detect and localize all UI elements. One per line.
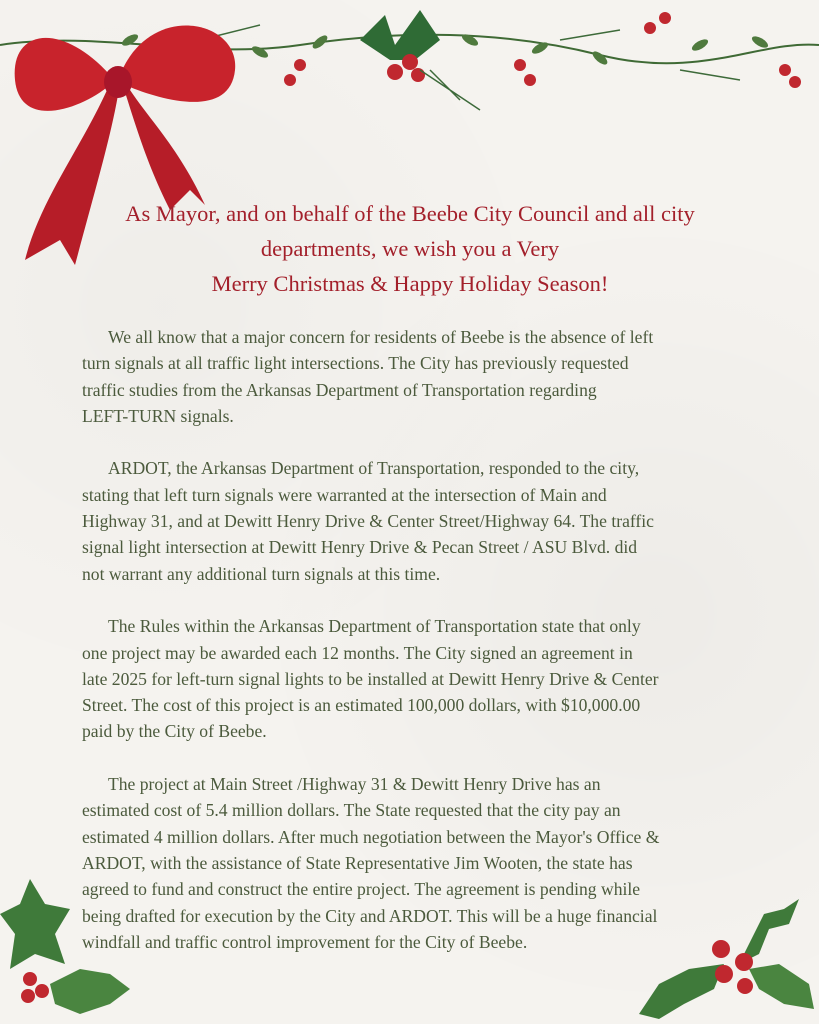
text-line: Highway 31, and at Dewitt Henry Drive & Center Street/Highway 64. The traffic [82, 511, 654, 532]
text-line: The Rules within the Arkansas Department of Transportation state that only [108, 616, 641, 637]
paragraph-ardot-rules [82, 613, 752, 744]
text-line: turn signals at all traffic light intersections. The City has previously requested [82, 353, 629, 374]
text-line: ARDOT, the Arkansas Department of Transportation, responded to the city, [108, 458, 640, 479]
heading-line: departments, we wish you a Very [260, 236, 560, 261]
heading-line: Merry Christmas & Happy Holiday Season! [211, 271, 609, 296]
text-line: agreed to fund and construct the entire project. The agreement is pending while [82, 879, 641, 900]
text-line: one project may be awarded each 12 months. The City signed an agreement in [82, 642, 633, 663]
text-line: We all know that a major concern for residents of Beebe is the absence of left [108, 327, 654, 347]
text-line: traffic studies from the Arkansas Department of Transportation regarding [82, 379, 597, 400]
text-line: being drafted for execution by the City and ARDOT. This will be a huge financial [82, 905, 658, 926]
text-line: stating that left turn signals were warranted at the intersection of Main and [82, 484, 607, 505]
holiday-greeting-heading [60, 196, 760, 301]
letter-body [82, 324, 752, 981]
text-line: paid by the City of Beebe. [82, 721, 267, 742]
text-line: signal light intersection at Dewitt Henry Drive & Pecan Street / ASU Blvd. did [82, 537, 638, 558]
text-line: The project at Main Street /Highway 31 & Dewitt Henry Drive has an [108, 774, 601, 795]
text-line: not warrant any additional turn signals at this time. [82, 563, 441, 584]
paragraph-main-street-project [82, 771, 752, 955]
text-line: estimated cost of 5.4 million dollars. The State requested that the city pay an [82, 800, 621, 821]
paragraph-left-turn-concern [82, 324, 752, 429]
text-line: Street. The cost of this project is an estimated 100,000 dollars, with $10,000.00 [82, 695, 641, 716]
heading-line: As Mayor, and on behalf of the Beebe City Council and all city [125, 201, 695, 226]
text-line: LEFT-TURN signals. [82, 405, 234, 426]
paragraph-ardot-response [82, 455, 752, 586]
text-line: estimated 4 million dollars. After much negotiation between the Mayor's Office & [82, 826, 660, 847]
text-line: late 2025 for left-turn signal lights to be installed at Dewitt Henry Drive & Center [82, 668, 659, 689]
text-line: windfall and traffic control improvement for the City of Beebe. [82, 931, 528, 952]
text-line: ARDOT, with the assistance of State Representative Jim Wooten, the state has [82, 852, 633, 873]
